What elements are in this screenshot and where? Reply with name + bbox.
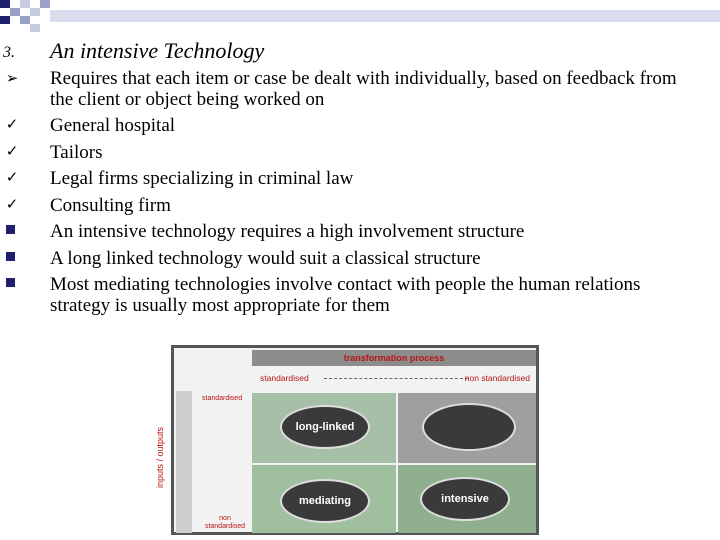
square-bullet-icon [6,278,15,287]
intensive-oval: intensive [420,477,510,521]
list-item-text: An intensive technology requires a high involvement structure [50,221,525,242]
technology-matrix-diagram [155,345,539,535]
empty-oval [422,403,516,451]
cell-top-right [398,393,536,463]
axis-top-label: standardised [202,395,243,402]
list-item-text: Most mediating technologies involve contact with people the human relations strategy is usually most appropriate for them [50,274,641,316]
check-bullet-icon: ✓ [5,197,19,213]
title-number: 3. [3,44,15,61]
cell-bottom-right [398,465,536,533]
mediating-oval: mediating [280,479,370,523]
cell-bottom-left [252,465,396,533]
check-bullet-icon: ✓ [5,144,19,160]
list-item-text: Legal firms specializing in criminal law [50,168,354,189]
square-bullet-icon [6,252,15,261]
check-bullet-icon: ✓ [5,117,19,133]
list-item-text: General hospital [50,115,176,136]
check-bullet-icon: ✓ [5,170,19,186]
square-bullet-icon [6,225,15,234]
slide-title: An intensive Technology [50,38,265,63]
list-item-text: Requires that each item or case be dealt with individually, based on feedback from the client or object being worked on [50,68,677,110]
list-item-text: A long linked technology would suit a classical structure [50,248,481,269]
axis-label: inputs / outputs [155,426,165,488]
arrow-bullet-icon: ➢ [5,71,19,87]
diagram-header-label: transformation process [343,353,445,363]
diagram-header [252,350,536,366]
double-arrow-icon [324,378,468,379]
long-linked-oval: long-linked [280,405,370,449]
horizontal-scale [252,370,536,390]
cell-top-left [252,393,396,463]
list-item-text: Consulting firm [50,195,171,216]
list-item-text: Tailors [50,142,103,163]
scale-right-label: non standardised [464,373,530,383]
vertical-scale [155,391,248,533]
axis-bottom-label: non standardised [204,515,246,530]
scale-left-label: standardised [260,373,309,383]
decorative-header-pattern [0,0,720,40]
vertical-axis-bar [176,391,192,533]
